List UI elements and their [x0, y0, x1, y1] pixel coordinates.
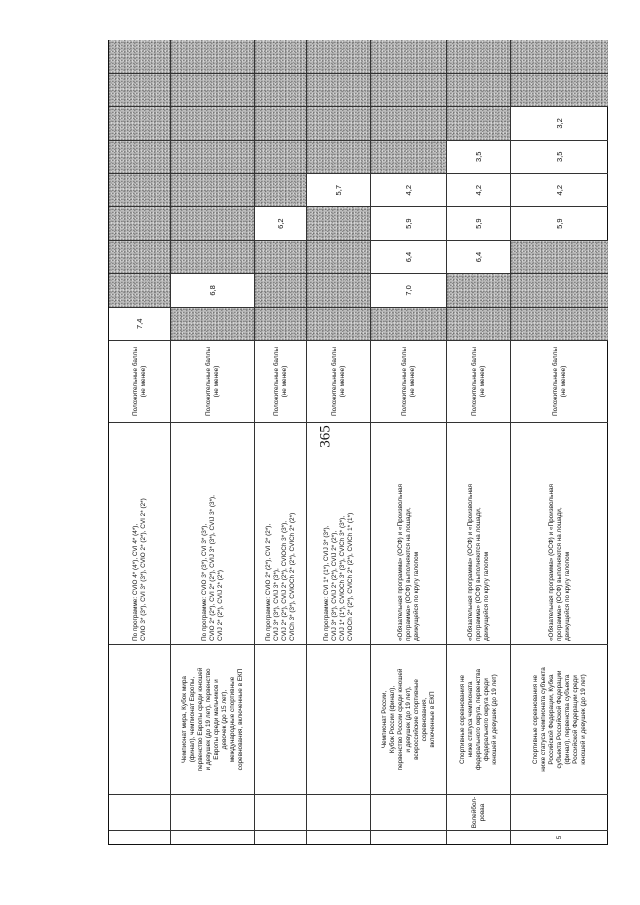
program-cell — [171, 422, 254, 644]
score-cell — [307, 240, 370, 273]
score-cell — [511, 307, 608, 340]
section-number-cell — [511, 830, 608, 844]
table-row — [511, 40, 608, 844]
criterion-text: Положительные баллы (не менее) — [204, 347, 220, 416]
score-cell — [371, 140, 446, 173]
score-cell — [171, 40, 254, 73]
criterion-cell — [371, 340, 446, 422]
criterion-text: Положительные баллы (не менее) — [470, 347, 486, 416]
score-cell — [371, 73, 446, 106]
score-cell — [255, 307, 306, 340]
criterion-cell — [447, 340, 510, 422]
section-number-cell — [307, 830, 370, 844]
score-cell — [447, 240, 510, 273]
score-cell — [447, 140, 510, 173]
score-cell — [447, 40, 510, 73]
program-cell — [255, 422, 306, 644]
score-cell — [511, 106, 608, 139]
competition-cell — [371, 644, 446, 794]
score-cell — [171, 106, 254, 139]
sport-cell — [511, 794, 608, 830]
score-cell — [511, 273, 608, 306]
score-cell — [511, 173, 608, 206]
sport-cell — [255, 794, 306, 830]
table-row — [447, 40, 511, 844]
score-cell — [109, 273, 170, 306]
score-value: 5,9 — [554, 218, 564, 229]
section-number-cell — [447, 830, 510, 844]
sport-cell — [447, 794, 510, 830]
score-value: 7,4 — [134, 318, 144, 330]
score-cell — [171, 140, 254, 173]
score-cell — [109, 240, 170, 273]
score-value: 4,2 — [403, 185, 413, 196]
score-value: 6,4 — [403, 251, 413, 263]
criterion-text: Положительные баллы (не менее) — [131, 347, 147, 416]
section-number-cell — [109, 830, 170, 844]
score-cell — [307, 173, 370, 206]
score-cell — [307, 106, 370, 139]
criterion-cell — [511, 340, 608, 422]
score-cell — [447, 307, 510, 340]
score-cell — [371, 206, 446, 239]
score-cell — [171, 206, 254, 239]
program-text: «Обязательная программа» (ОСФ) и «Произвольная программа» (ОСФ) выполняются на лошади, движущейся по кругу галопом — [396, 483, 420, 641]
program-cell — [371, 422, 446, 644]
competition-cell — [255, 644, 306, 794]
score-value: 7,0 — [403, 285, 413, 296]
program-text: По программе: CVI 1* (1*), CVIJ 3* (3*), CVIJ 3* (3*), CVIJ 2* (2*), CVIJ 2* (2*), CVIJ 1* (1*), CVIOCh 3* (3*), CVICh 3* (3*), CVIOCh 2* (2*), CVICh 2* (2*), CVICh 1* (1*) — [322, 512, 354, 641]
competition-text: Спортивные соревнования не ниже статуса чемпионата субъекта Российской Федерации, Кубка субъекта Российской Федерации (финал), первенства субъекта Российской Федерации среди юношей и девушек (до 19 лет) — [531, 667, 587, 772]
score-cell — [109, 106, 170, 139]
score-cell — [371, 106, 446, 139]
score-cell — [171, 307, 254, 340]
competition-cell — [307, 644, 370, 794]
score-cell — [109, 40, 170, 73]
score-cell — [447, 73, 510, 106]
score-value: 6,4 — [473, 251, 483, 263]
score-cell — [109, 307, 170, 340]
score-value: 5,9 — [473, 218, 483, 229]
score-value: 3,5 — [554, 151, 564, 163]
score-cell — [511, 240, 608, 273]
score-cell — [511, 40, 608, 73]
score-cell — [255, 73, 306, 106]
score-value: 6,8 — [207, 285, 217, 296]
score-cell — [307, 40, 370, 73]
program-text: По программе: CVIO 3* (3*), CVI 3* (3*), CVIO 2* (2*), CVI 2* (2*), CVIJ 3* (3*), CVIJ 3* (3*), CVIJ 2* (2*), CVIJ 2* (2*) — [200, 495, 224, 641]
section-number-cell — [171, 830, 254, 844]
table-row — [371, 40, 447, 844]
competition-cell — [511, 644, 608, 794]
score-cell — [255, 273, 306, 306]
score-cell — [371, 307, 446, 340]
sport-cell — [307, 794, 370, 830]
program-text: «Обязательная программа» (ОСФ) и «Произвольная программа» (ОСФ) выполняются на лошади, движущейся по кругу галопом — [466, 483, 490, 641]
score-value: 3,5 — [473, 151, 483, 163]
score-cell — [511, 73, 608, 106]
score-value: 3,2 — [554, 118, 564, 129]
table-row — [109, 40, 171, 844]
score-cell — [109, 206, 170, 239]
score-cell — [447, 106, 510, 139]
sport-name: Волейбол- роваа — [470, 796, 486, 829]
rotated-table-container — [108, 40, 608, 845]
score-cell — [171, 173, 254, 206]
competition-cell — [109, 644, 170, 794]
score-cell — [307, 206, 370, 239]
program-text: «Обязательная программа» (ОСФ) и «Произвольная программа» (ОСФ) выполняются на лошади, движущейся по кругу галопом — [547, 483, 571, 641]
score-value: 6,2 — [275, 218, 285, 229]
score-cell — [511, 206, 608, 239]
competition-text: Чемпионат России, Кубок России (финал), первенство России среди юношей и девушек (до 19 лет), всероссийские спортивные соревнования, включенные в ЕКП — [380, 668, 436, 771]
score-cell — [447, 206, 510, 239]
competition-text: Чемпионат мира, Кубок мира (финал), чемпионат Европы, первенство Европы среди юношей и девушек (до 19 лет), первенство Европы среди мальчиков и девочек (до 15 лет), международные спортивные соревнования, включенные в ЕКП — [180, 667, 244, 772]
program-cell — [447, 422, 510, 644]
score-cell — [371, 273, 446, 306]
score-cell — [307, 273, 370, 306]
score-cell — [447, 273, 510, 306]
score-cell — [447, 173, 510, 206]
score-value: 4,2 — [554, 185, 564, 196]
score-cell — [255, 40, 306, 73]
score-cell — [307, 73, 370, 106]
score-value: 5,7 — [333, 185, 343, 196]
score-value: 4,2 — [473, 185, 483, 196]
program-cell — [109, 422, 170, 644]
score-cell — [171, 240, 254, 273]
score-cell — [255, 140, 306, 173]
criterion-cell — [109, 340, 170, 422]
table-row — [171, 40, 255, 844]
score-cell — [371, 40, 446, 73]
competition-text: Спортивные соревнования не ниже статуса чемпионата федерального округа, первенства федерального округа среди юношей и девушек (до 19 лет) — [458, 668, 498, 771]
qualification-table — [108, 40, 608, 845]
score-cell — [307, 140, 370, 173]
program-cell — [307, 422, 370, 644]
score-cell — [171, 73, 254, 106]
score-cell — [109, 73, 170, 106]
section-number: 5 — [555, 835, 563, 840]
score-cell — [255, 240, 306, 273]
score-cell — [171, 273, 254, 306]
page-number: 365 — [317, 425, 334, 448]
competition-cell — [447, 644, 510, 794]
score-cell — [255, 106, 306, 139]
sport-cell — [171, 794, 254, 830]
criterion-text: Положительные баллы (не менее) — [551, 347, 567, 416]
score-cell — [255, 173, 306, 206]
criterion-text: Положительные баллы (не менее) — [330, 347, 346, 416]
score-cell — [371, 173, 446, 206]
table-row — [307, 40, 371, 844]
score-cell — [109, 173, 170, 206]
program-text: По программе: CVIO 2* (2*), CVI 2* (2*), CVIJ 3* (3*), CVIJ 3* (3*), CVIJ 2* (2*), CVIJ 2* (2*), CVIOCh 3* (3*), CVICh 3* (3*), CVIOCh 2* (2*), CVICh 2* (2*) — [264, 512, 296, 641]
competition-cell — [171, 644, 254, 794]
sport-cell — [109, 794, 170, 830]
criterion-cell — [307, 340, 370, 422]
criterion-cell — [171, 340, 254, 422]
section-number-cell — [371, 830, 446, 844]
score-cell — [255, 206, 306, 239]
score-cell — [371, 240, 446, 273]
score-cell — [307, 307, 370, 340]
score-value: 5,9 — [403, 218, 413, 229]
section-number-cell — [255, 830, 306, 844]
table-row — [255, 40, 307, 844]
sport-cell — [371, 794, 446, 830]
score-cell — [109, 140, 170, 173]
criterion-cell — [255, 340, 306, 422]
score-cell — [511, 140, 608, 173]
criterion-text: Положительные баллы (не менее) — [272, 347, 288, 416]
program-cell — [511, 422, 608, 644]
criterion-text: Положительные баллы (не менее) — [400, 347, 416, 416]
program-text: По программе: CVIO 4* (4*), CVI 4* (4*), CVIO 3* (3*), CVI 3* (3*), CVIO 2* (2*), CVI 2* (2*) — [131, 498, 147, 641]
